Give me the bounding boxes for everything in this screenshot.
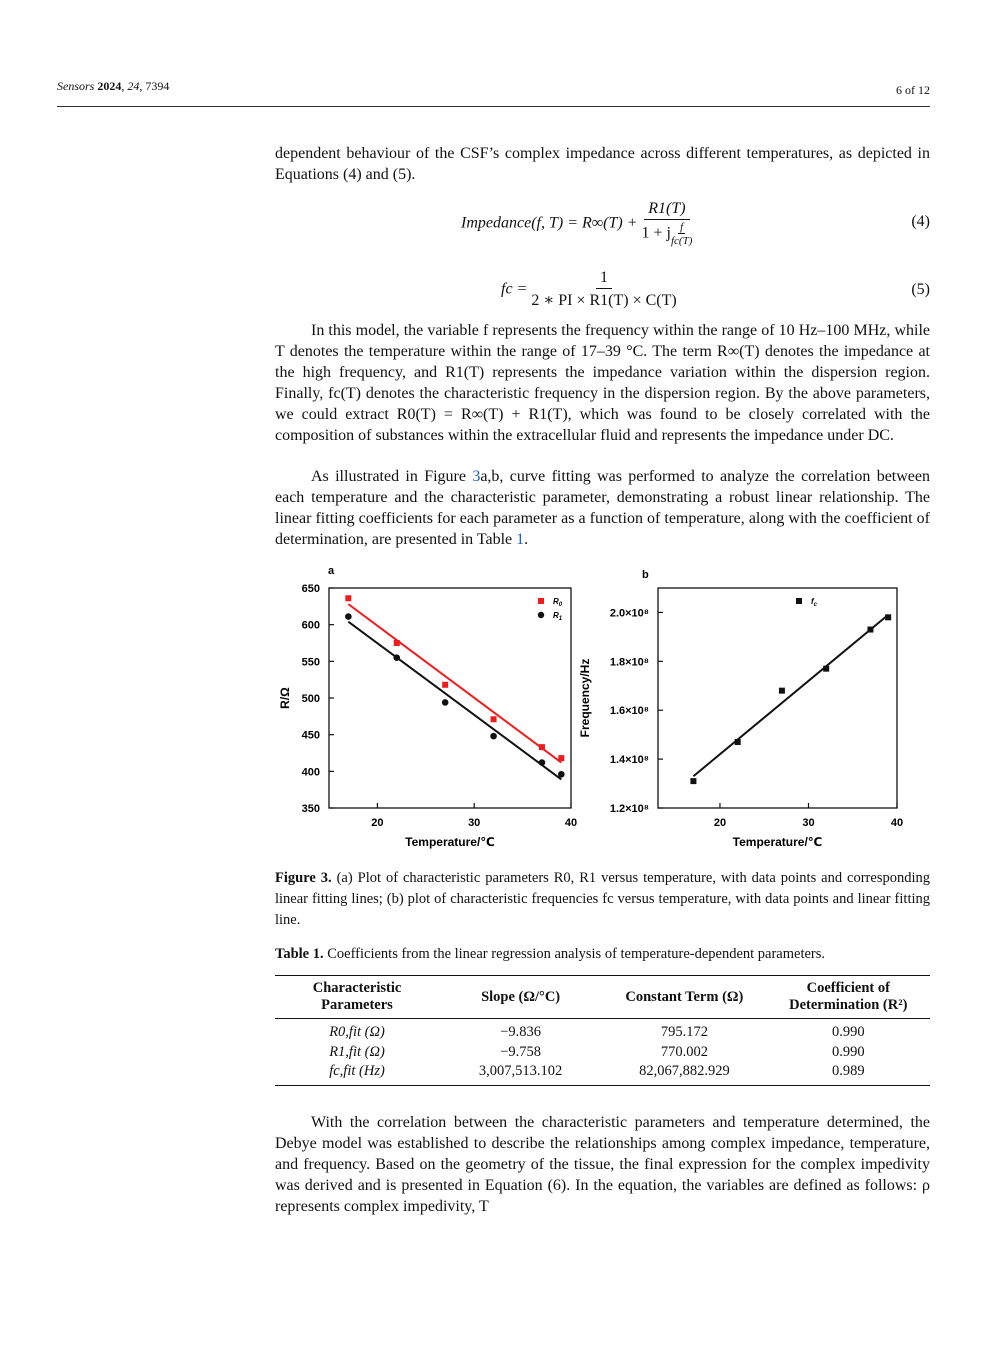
paragraph-fitting-part-a: As illustrated in Figure bbox=[311, 468, 473, 485]
y-tick-label: 400 bbox=[301, 766, 320, 779]
paragraph-fitting-part-c: . bbox=[524, 531, 529, 548]
journal-name: Sensors bbox=[57, 79, 95, 93]
chart-panel-b bbox=[578, 588, 903, 849]
equation-5 bbox=[275, 269, 930, 315]
legend-label: $R_1$ bbox=[553, 611, 563, 622]
figure-3-charts bbox=[275, 562, 930, 862]
table-cell: 795.172 bbox=[660, 1024, 708, 1040]
data-point-square bbox=[539, 744, 545, 750]
y-tick-label: 650 bbox=[301, 583, 320, 595]
panel-a-label: a bbox=[328, 565, 335, 577]
paragraph-fitting-text bbox=[275, 466, 930, 550]
x-axis-label: Temperature/℃ bbox=[405, 835, 495, 849]
table-cell: 770.002 bbox=[660, 1043, 708, 1060]
equation-4 bbox=[275, 200, 930, 256]
eq4-number: (4) bbox=[911, 213, 930, 230]
y-tick-label: 1.4×10⁸ bbox=[609, 754, 649, 767]
y-axis-label: R/Ω bbox=[278, 687, 292, 709]
legend-label: $R_0$ bbox=[553, 597, 563, 608]
figure-caption bbox=[275, 868, 930, 931]
table-cell: R0,fit (Ω) bbox=[329, 1024, 385, 1040]
table-header-constant: Constant Term (Ω) bbox=[625, 988, 744, 1005]
data-point-square bbox=[885, 614, 891, 620]
x-axis-label: Temperature/℃ bbox=[732, 835, 823, 849]
table-1 bbox=[275, 975, 930, 1086]
table-header-parameters: Characteristic Parameters bbox=[312, 980, 402, 1013]
data-point-square bbox=[394, 640, 400, 646]
eq4-inner-fraction bbox=[671, 221, 692, 247]
y-tick-label: 500 bbox=[301, 693, 320, 705]
y-tick-label: 550 bbox=[301, 656, 320, 669]
data-point-circle bbox=[393, 654, 400, 661]
eq4-inner-den: fc(T) bbox=[670, 235, 693, 247]
figure-caption-label: Figure 3. bbox=[275, 870, 332, 886]
table-cell: R1,fit (Ω) bbox=[329, 1043, 385, 1060]
x-tick-label: 30 bbox=[802, 817, 815, 829]
data-point-square bbox=[735, 739, 741, 745]
data-point-square bbox=[690, 778, 696, 784]
journal-volume: 24 bbox=[127, 79, 140, 93]
eq5-lhs: fc = bbox=[501, 280, 528, 298]
figure-3 bbox=[275, 562, 930, 862]
data-point-circle bbox=[539, 759, 546, 766]
table-cell: 82,067,882.929 bbox=[639, 1063, 730, 1079]
running-header: Sensors 2024, 24, 7394 bbox=[57, 79, 170, 93]
table-caption-text: Coefficients from the linear regression analysis of temperature-dependent parameters. bbox=[327, 946, 826, 962]
fit-line bbox=[348, 622, 561, 780]
y-tick-label: 350 bbox=[301, 803, 320, 815]
panel-b-label: b bbox=[642, 569, 649, 581]
y-tick-label: 1.8×10⁸ bbox=[609, 656, 649, 669]
table-cell: 0.990 bbox=[831, 1024, 865, 1040]
eq5-fraction bbox=[531, 269, 676, 310]
journal-year: 2024 bbox=[97, 79, 122, 93]
legend-marker bbox=[538, 612, 544, 618]
data-point-square bbox=[345, 595, 351, 601]
y-axis-label: Frequency/Hz bbox=[578, 658, 592, 738]
table-row bbox=[275, 1062, 930, 1085]
data-point-circle bbox=[345, 613, 352, 620]
table-cell: 0.990 bbox=[831, 1043, 865, 1060]
table-row bbox=[275, 1043, 930, 1063]
eq4-lhs: Impedance(f, T) = R∞(T) + bbox=[461, 214, 638, 232]
paragraph-model bbox=[275, 320, 930, 446]
fit-line bbox=[348, 604, 561, 762]
fit-line bbox=[693, 615, 888, 776]
chart-panel-a bbox=[278, 583, 577, 849]
table-cell: −9.758 bbox=[500, 1043, 542, 1060]
header-rule bbox=[57, 106, 930, 107]
data-point-square bbox=[867, 627, 873, 633]
data-point-square bbox=[442, 682, 448, 688]
eq5-denominator: 2 ∗ PI × R1(T) × C(T) bbox=[531, 292, 677, 309]
legend-marker bbox=[796, 598, 802, 604]
x-tick-label: 30 bbox=[468, 817, 481, 829]
x-tick-label: 20 bbox=[371, 817, 384, 829]
table-cell: fc,fit (Hz) bbox=[329, 1063, 385, 1079]
intro-text: dependent behaviour of the CSF’s complex impedance across different temperatures, as depicted in Equations (4) and (5). bbox=[275, 145, 930, 183]
paragraph-debye-text: With the correlation between the characteristic parameters and temperature determined, the Debye model was established to describe the relationships among complex impedance, temperature, and frequency. Based on the geometry of the tissue, the final expression for the complex impedivity was derived and is presented in Equation (6). In the equation, the variables are defined as follows: ρ represents complex impedivity, T bbox=[275, 1114, 930, 1215]
x-tick-label: 20 bbox=[713, 817, 727, 829]
page-number: 6 of 12 bbox=[896, 83, 930, 97]
table-header-r2: Coefficient of Determination (R²) bbox=[789, 980, 908, 1013]
data-point-circle bbox=[490, 733, 497, 740]
data-point-circle bbox=[558, 771, 565, 778]
table-row bbox=[275, 1019, 930, 1043]
table-header-slope: Slope (Ω/°C) bbox=[481, 988, 561, 1005]
y-tick-label: 1.2×10⁸ bbox=[609, 803, 649, 815]
y-tick-label: 600 bbox=[301, 619, 320, 632]
paragraph-model-text: In this model, the variable f represents the frequency within the range of 10 Hz–100 MHz, while T denotes the temperature within the range of 17–39 °C. The term R∞(T) denotes the impedance at the high frequency, and R1(T) represents the impedance variation within the dispersion region. Finally, fc(T) denotes the characteristic frequency in the dispersion region. By the above parameters, we could extract R0(T) = R∞(T) + R1(T), which was found to be closely correlated with the composition of substances within the extracellular fluid and represents the impedance under DC. bbox=[275, 322, 930, 444]
regression-table bbox=[275, 975, 930, 1086]
figure-caption-text: (a) Plot of characteristic parameters R0, R1 versus temperature, with data points and corresponding linear fitting lines; (b) plot of characteristic frequencies fc versus temperature, with data points and linear fitting line. bbox=[275, 870, 930, 928]
eq5-numerator: 1 bbox=[596, 269, 612, 289]
eq5-number: (5) bbox=[911, 281, 930, 298]
x-tick-label: 40 bbox=[564, 817, 578, 829]
table-cell: −9.836 bbox=[500, 1024, 542, 1040]
data-point-square bbox=[779, 688, 785, 694]
data-point-square bbox=[491, 716, 497, 722]
table-caption-label: Table 1. bbox=[275, 946, 324, 962]
x-tick-label: 40 bbox=[890, 817, 904, 829]
article-number: 7394 bbox=[145, 79, 170, 93]
data-point-square bbox=[823, 666, 829, 672]
figure-3-link[interactable]: 3 bbox=[472, 468, 481, 485]
y-tick-label: 450 bbox=[301, 729, 320, 742]
table-1-link[interactable]: 1 bbox=[516, 531, 525, 548]
data-point-square bbox=[558, 755, 564, 761]
legend-marker bbox=[538, 598, 544, 604]
paragraph-fitting-part-b: a,b, curve fitting was performed to analyze the correlation between each temperature and the characteristic parameter, demonstrating a robust linear relationship. The linear fitting coefficients for each parameter as a function of temperature, along with the coefficient of determination, are presented in Table bbox=[275, 468, 931, 548]
data-point-circle bbox=[442, 699, 449, 706]
eq4-den-prefix: 1 + j bbox=[641, 224, 671, 242]
eq4-inner-num: f bbox=[680, 221, 684, 233]
intro-paragraph bbox=[275, 143, 930, 185]
paragraph-fitting bbox=[275, 466, 930, 550]
paragraph-debye bbox=[275, 1112, 930, 1217]
table-cell: 0.989 bbox=[831, 1063, 865, 1079]
y-tick-label: 2.0×10⁸ bbox=[609, 607, 649, 620]
table-cell: 3,007,513.102 bbox=[478, 1063, 563, 1079]
eq4-fraction bbox=[642, 200, 693, 247]
legend-label: $f_c$ bbox=[811, 597, 818, 608]
table-caption bbox=[275, 944, 930, 965]
y-tick-label: 1.6×10⁸ bbox=[609, 705, 649, 718]
eq4-numerator: R1(T) bbox=[644, 200, 689, 220]
